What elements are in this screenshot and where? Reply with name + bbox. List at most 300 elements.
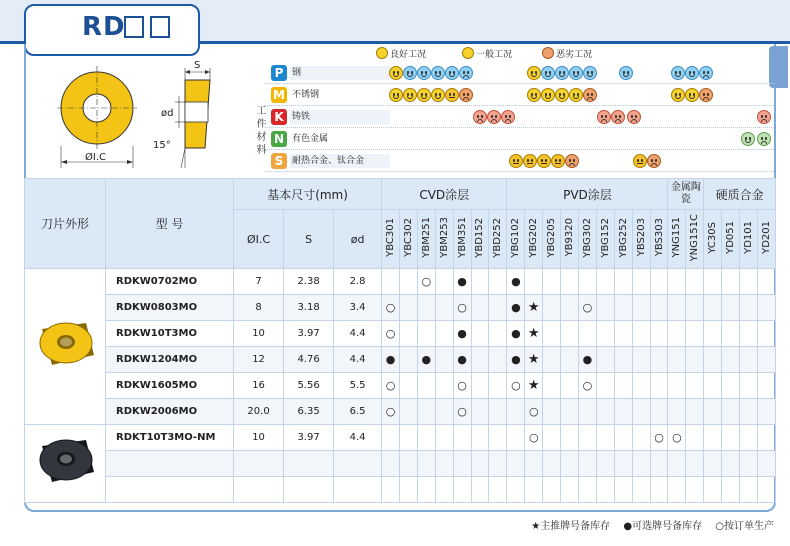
cell-grade-ybg252 — [614, 269, 632, 295]
cell-grade-ybc302 — [399, 347, 417, 373]
smile-face-icon — [389, 66, 403, 80]
cell-grade-ybc302 — [399, 295, 417, 321]
table-row — [25, 399, 776, 425]
cell-grade-ybg302 — [578, 321, 596, 347]
cell-grade-ybs303 — [650, 451, 668, 477]
cell-grade-yng151 — [668, 269, 686, 295]
cell-grade-ybs203 — [632, 477, 650, 503]
grade-header — [471, 210, 489, 269]
cell-d-value — [334, 451, 382, 477]
cell-grade-yng151c — [686, 373, 704, 399]
grade-header — [722, 210, 740, 269]
filled-dot-icon: ● — [457, 326, 467, 340]
cell-grade-ybg302 — [578, 295, 596, 321]
cell-d-value: 5.5 — [334, 373, 382, 399]
grade-label: YBS203 — [635, 218, 647, 257]
cell-grade-ybs203 — [632, 451, 650, 477]
cell-grade-ybm251 — [417, 373, 435, 399]
round-insert-icon — [30, 313, 100, 377]
star-icon: ★ — [527, 325, 540, 341]
grade-label: YBC301 — [385, 218, 397, 257]
cell-grade-ybd152 — [471, 295, 489, 321]
cell-grade-yd201 — [757, 373, 775, 399]
product-code: RD — [82, 12, 126, 42]
filled-dot-icon: ● — [421, 352, 432, 366]
legend-bad: 恶劣工况 — [542, 47, 592, 62]
cell-grade-ybs303 — [650, 269, 668, 295]
material-row-k — [265, 106, 774, 128]
cell-grade-yc30s — [704, 451, 722, 477]
cell-grade-ybc302 — [399, 269, 417, 295]
cell-grade-yd051 — [722, 321, 740, 347]
insert-photo-dark — [25, 425, 106, 503]
cell-grade-ybc301 — [382, 477, 400, 503]
open-circle-icon: ○ — [528, 430, 539, 444]
grade-label: YBM351 — [456, 217, 468, 258]
cell-grade-ybc301 — [382, 425, 400, 451]
sad-face-icon — [627, 110, 641, 124]
cell-grade-ybd252 — [489, 347, 507, 373]
cell-s-value: 3.97 — [284, 321, 334, 347]
cell-grade-ybg102 — [507, 451, 525, 477]
cell-s-value — [284, 477, 334, 503]
cell-grade-yb9320 — [561, 477, 579, 503]
sad-face-icon — [459, 66, 473, 80]
cell-grade-yd101 — [740, 347, 758, 373]
cell-s-value: 6.35 — [284, 399, 334, 425]
cell-grade-ybg152 — [596, 269, 614, 295]
sad-face-icon — [597, 110, 611, 124]
cell-grade-ybg302 — [578, 477, 596, 503]
table-row — [25, 295, 776, 321]
sad-face-icon — [501, 110, 515, 124]
cell-model: RDKW10T3MO — [106, 321, 234, 347]
cell-grade-yd051 — [722, 399, 740, 425]
cell-grade-ybg252 — [614, 347, 632, 373]
neutral-face-icon — [551, 154, 565, 168]
grade-header — [543, 210, 561, 269]
cell-grade-ybg205 — [543, 321, 561, 347]
grade-header — [417, 210, 435, 269]
grade-label: YBG152 — [599, 217, 611, 258]
smile-face-icon — [541, 88, 555, 102]
open-circle-icon: ○ — [511, 378, 521, 392]
grade-label: YBG102 — [510, 217, 522, 258]
cell-s-value: 2.38 — [284, 269, 334, 295]
cell-grade-yd051 — [722, 269, 740, 295]
material-row-p — [265, 62, 774, 84]
cell-grade-ybg152 — [596, 451, 614, 477]
sad-face-icon — [611, 110, 625, 124]
open-circle-icon: ○ — [385, 300, 396, 314]
star-icon: ★ — [527, 299, 540, 315]
material-name: 铸铁 — [290, 110, 390, 124]
cell-grade-yd201 — [757, 347, 775, 373]
open-circle-icon: ○ — [385, 404, 396, 418]
cell-grade-ybd252 — [489, 451, 507, 477]
col-dims-header: 基本尺寸(mm) — [234, 179, 382, 210]
cell-grade-ybs203 — [632, 399, 650, 425]
smile-face-icon — [403, 66, 417, 80]
grade-label: YBM253 — [438, 217, 450, 258]
smile-face-icon — [569, 66, 583, 80]
open-circle-icon: ○ — [654, 430, 664, 444]
cell-grade-yd101 — [740, 373, 758, 399]
cell-grade-ybg202 — [525, 373, 543, 399]
cell-grade-ybs303 — [650, 373, 668, 399]
smile-face-icon — [403, 88, 417, 102]
cell-grade-ybm253 — [435, 269, 453, 295]
cell-grade-yng151 — [668, 321, 686, 347]
open-circle-icon: ○ — [582, 378, 593, 392]
cell-grade-yng151c — [686, 477, 704, 503]
cell-grade-yng151c — [686, 451, 704, 477]
grade-header — [507, 210, 525, 269]
cell-grade-ybg152 — [596, 399, 614, 425]
cell-grade-ybs203 — [632, 295, 650, 321]
footer-dot: ●可选牌号备库存 — [623, 521, 703, 532]
smile-face-icon — [555, 66, 569, 80]
cell-ic-value — [234, 477, 284, 503]
cell-grade-ybm351 — [453, 347, 471, 373]
smile-face-icon — [527, 66, 541, 80]
cell-grade-yc30s — [704, 347, 722, 373]
cell-grade-ybc301 — [382, 451, 400, 477]
cell-grade-ybg152 — [596, 321, 614, 347]
cell-grade-ybc301 — [382, 399, 400, 425]
insert-photo-yellow — [25, 269, 106, 425]
filled-dot-icon: ● — [511, 300, 521, 314]
smile-face-icon — [685, 88, 699, 102]
grade-label: YD201 — [760, 221, 772, 254]
cell-grade-ybd152 — [471, 451, 489, 477]
cell-grade-yc30s — [704, 373, 722, 399]
grade-label: YNG151 — [671, 217, 683, 258]
cell-grade-ybs203 — [632, 347, 650, 373]
cell-grade-ybg205 — [543, 477, 561, 503]
cell-grade-ybg152 — [596, 373, 614, 399]
cell-grade-ybg302 — [578, 373, 596, 399]
cell-grade-yd101 — [740, 477, 758, 503]
smile-face-icon — [555, 88, 569, 102]
cell-model: RDKW1605MO — [106, 373, 234, 399]
smile-face-icon — [417, 88, 431, 102]
grade-label: YNG151C — [689, 213, 701, 262]
group-cvd-header: CVD涂层 — [382, 179, 507, 210]
smile-face-icon — [417, 66, 431, 80]
col-model-header: 型 号 — [106, 179, 234, 269]
filled-dot-icon: ● — [511, 326, 521, 340]
cell-grade-ybd252 — [489, 321, 507, 347]
cell-grade-yd101 — [740, 399, 758, 425]
col-ic-header: ØI.C — [234, 210, 284, 269]
d-dimension-label: ød — [161, 108, 174, 119]
cell-grade-yng151c — [686, 321, 704, 347]
sad-face-icon — [487, 110, 501, 124]
insert-table — [24, 178, 776, 503]
col-shape-header: 刀片外形 — [25, 179, 106, 269]
cell-grade-yb9320 — [561, 399, 579, 425]
cell-grade-ybm351 — [453, 321, 471, 347]
cell-grade-ybs303 — [650, 347, 668, 373]
cell-grade-ybm253 — [435, 451, 453, 477]
cell-grade-ybm351 — [453, 373, 471, 399]
cell-grade-ybd252 — [489, 477, 507, 503]
sad-face-icon — [459, 88, 473, 102]
cell-grade-yd201 — [757, 321, 775, 347]
open-circle-icon: ○ — [582, 300, 593, 314]
grade-label: YBG302 — [581, 217, 593, 258]
grade-label: YBG252 — [617, 217, 629, 258]
cell-grade-ybc301 — [382, 347, 400, 373]
cell-grade-yb9320 — [561, 451, 579, 477]
cell-grade-ybg205 — [543, 269, 561, 295]
cell-grade-ybc301 — [382, 373, 400, 399]
cell-grade-yc30s — [704, 399, 722, 425]
footer-star: ★主推牌号备库存 — [531, 521, 611, 532]
cell-grade-ybm351 — [453, 425, 471, 451]
grade-label: YBG202 — [528, 217, 540, 258]
smile-face-icon — [619, 66, 633, 80]
round-insert-icon — [30, 430, 100, 494]
material-vertical-label: 工件材料 — [254, 105, 265, 157]
cell-model — [106, 451, 234, 477]
cell-grade-yb9320 — [561, 425, 579, 451]
cell-model: RDKW0702MO — [106, 269, 234, 295]
cell-grade-ybs303 — [650, 477, 668, 503]
cell-grade-ybm251 — [417, 425, 435, 451]
cell-model: RDKW1204MO — [106, 347, 234, 373]
material-row-s — [265, 150, 774, 172]
cell-grade-ybm251 — [417, 347, 435, 373]
cell-grade-yd051 — [722, 425, 740, 451]
group-pvd-header: PVD涂层 — [507, 179, 668, 210]
cell-grade-ybg252 — [614, 477, 632, 503]
cell-grade-ybc302 — [399, 399, 417, 425]
cell-grade-ybm251 — [417, 477, 435, 503]
open-circle-icon: ○ — [457, 404, 467, 418]
grade-label: YD101 — [742, 221, 754, 254]
cell-grade-yd201 — [757, 399, 775, 425]
material-grid — [251, 62, 774, 172]
smile-face-icon — [671, 66, 685, 80]
cell-grade-ybc302 — [399, 321, 417, 347]
cell-grade-ybc302 — [399, 373, 417, 399]
cell-grade-yng151c — [686, 347, 704, 373]
cell-grade-yc30s — [704, 425, 722, 451]
cell-grade-ybg205 — [543, 425, 561, 451]
neutral-face-icon — [445, 88, 459, 102]
cell-s-value: 4.76 — [284, 347, 334, 373]
grade-label: YD051 — [725, 221, 737, 254]
cell-ic-value: 7 — [234, 269, 284, 295]
cell-grade-ybg302 — [578, 347, 596, 373]
cell-grade-yd201 — [757, 477, 775, 503]
cell-grade-ybg205 — [543, 347, 561, 373]
filled-dot-icon: ● — [582, 352, 593, 366]
material-row-n — [265, 128, 774, 150]
material-badge: M — [271, 87, 287, 103]
grade-header — [578, 210, 596, 269]
cell-grade-ybm251 — [417, 295, 435, 321]
cell-grade-ybg302 — [578, 399, 596, 425]
grade-header — [650, 210, 668, 269]
cell-ic-value: 10 — [234, 425, 284, 451]
sad-face-icon — [757, 110, 771, 124]
open-circle-icon: ○ — [457, 378, 467, 392]
smile-face-icon — [741, 132, 755, 146]
cell-grade-ybs203 — [632, 373, 650, 399]
cell-s-value: 3.97 — [284, 425, 334, 451]
filled-dot-icon: ● — [457, 352, 467, 366]
grade-header — [757, 210, 775, 269]
cell-grade-ybd152 — [471, 425, 489, 451]
smile-face-icon — [583, 66, 597, 80]
cell-grade-ybm351 — [453, 269, 471, 295]
sad-face-icon — [647, 154, 661, 168]
ic-dimension-label: ØI.C — [85, 152, 106, 163]
grade-header — [399, 210, 417, 269]
cell-grade-ybm251 — [417, 451, 435, 477]
cell-grade-yng151 — [668, 373, 686, 399]
cell-grade-yng151c — [686, 425, 704, 451]
grade-label: YBD152 — [474, 217, 486, 258]
cell-grade-ybm253 — [435, 373, 453, 399]
group-carbide-header: 硬质合金 — [704, 179, 776, 210]
cell-grade-yd051 — [722, 477, 740, 503]
cell-model: RDKT10T3MO-NM — [106, 425, 234, 451]
grade-header — [596, 210, 614, 269]
table-row — [25, 451, 776, 477]
cell-model: RDKW0803MO — [106, 295, 234, 321]
cell-grade-ybg202 — [525, 321, 543, 347]
cell-grade-ybd252 — [489, 373, 507, 399]
cell-grade-ybg202 — [525, 295, 543, 321]
cell-grade-ybd252 — [489, 295, 507, 321]
table-row — [25, 373, 776, 399]
cell-grade-yng151c — [686, 295, 704, 321]
open-circle-icon: ○ — [528, 404, 539, 418]
grade-header — [632, 210, 650, 269]
cell-grade-ybg102 — [507, 321, 525, 347]
sad-face-icon — [757, 132, 771, 146]
table-row — [25, 347, 776, 373]
cell-grade-ybm253 — [435, 399, 453, 425]
cell-d-value: 2.8 — [334, 269, 382, 295]
cell-grade-yd101 — [740, 269, 758, 295]
cell-grade-yng151c — [686, 269, 704, 295]
grade-header — [453, 210, 471, 269]
material-name: 耐热合金、钛合金 — [290, 154, 390, 168]
grade-header — [686, 210, 704, 269]
material-name: 钢 — [290, 66, 390, 80]
cell-grade-yng151 — [668, 477, 686, 503]
cell-grade-ybg252 — [614, 451, 632, 477]
open-circle-icon: ○ — [421, 274, 432, 288]
insert-drawing — [45, 56, 235, 182]
cell-grade-yng151 — [668, 295, 686, 321]
material-badge: S — [271, 153, 287, 169]
cell-grade-yd051 — [722, 295, 740, 321]
col-d-header: ød — [334, 210, 382, 269]
neutral-face-icon — [509, 154, 523, 168]
col-s-header: S — [284, 210, 334, 269]
cell-grade-ybm253 — [435, 477, 453, 503]
sad-face-icon — [542, 47, 554, 59]
filled-dot-icon: ● — [511, 352, 521, 366]
table-row — [25, 321, 776, 347]
grade-header — [561, 210, 579, 269]
cell-grade-ybg152 — [596, 477, 614, 503]
cell-d-value: 3.4 — [334, 295, 382, 321]
cell-grade-ybg202 — [525, 347, 543, 373]
smile-face-icon — [445, 66, 459, 80]
cell-grade-ybs203 — [632, 321, 650, 347]
cell-grade-yd101 — [740, 295, 758, 321]
grade-label: YBM251 — [420, 217, 432, 258]
smile-face-icon — [431, 66, 445, 80]
grade-label: YBS303 — [653, 218, 665, 257]
cell-grade-ybg102 — [507, 269, 525, 295]
smile-face-icon — [569, 88, 583, 102]
cell-ic-value — [234, 451, 284, 477]
cell-grade-ybc301 — [382, 269, 400, 295]
cell-s-value: 5.56 — [284, 373, 334, 399]
cell-grade-ybg252 — [614, 295, 632, 321]
cell-ic-value: 12 — [234, 347, 284, 373]
cell-grade-yng151 — [668, 399, 686, 425]
smile-face-icon — [431, 88, 445, 102]
table-row — [25, 269, 776, 295]
cell-grade-ybg202 — [525, 425, 543, 451]
grade-header — [489, 210, 507, 269]
smile-face-icon — [376, 47, 388, 59]
grade-label: YC30S — [707, 221, 719, 254]
cell-grade-yd051 — [722, 373, 740, 399]
neutral-face-icon — [633, 154, 647, 168]
cell-grade-ybg202 — [525, 269, 543, 295]
cell-grade-ybg205 — [543, 295, 561, 321]
cell-grade-yb9320 — [561, 321, 579, 347]
filled-dot-icon: ● — [385, 352, 396, 366]
cell-grade-ybg302 — [578, 269, 596, 295]
sad-face-icon — [473, 110, 487, 124]
cell-d-value — [334, 477, 382, 503]
grade-header — [704, 210, 722, 269]
cell-grade-ybg152 — [596, 347, 614, 373]
cell-grade-ybm253 — [435, 347, 453, 373]
cell-grade-ybg202 — [525, 451, 543, 477]
cell-grade-yc30s — [704, 321, 722, 347]
cell-grade-ybs203 — [632, 269, 650, 295]
legend-good: 良好工况 — [376, 47, 426, 62]
cell-grade-ybd152 — [471, 269, 489, 295]
cell-d-value: 4.4 — [334, 425, 382, 451]
material-name: 有色金属 — [290, 132, 390, 146]
cell-grade-yb9320 — [561, 269, 579, 295]
title-bar — [0, 0, 790, 48]
cell-grade-ybg252 — [614, 399, 632, 425]
cell-grade-ybc301 — [382, 321, 400, 347]
sad-face-icon — [699, 66, 713, 80]
cell-grade-ybm351 — [453, 451, 471, 477]
sad-face-icon — [699, 88, 713, 102]
cell-grade-yd201 — [757, 425, 775, 451]
star-icon: ★ — [527, 351, 540, 367]
filled-dot-icon: ● — [457, 274, 467, 288]
grade-label: YBD252 — [492, 217, 504, 258]
cell-grade-ybs303 — [650, 425, 668, 451]
